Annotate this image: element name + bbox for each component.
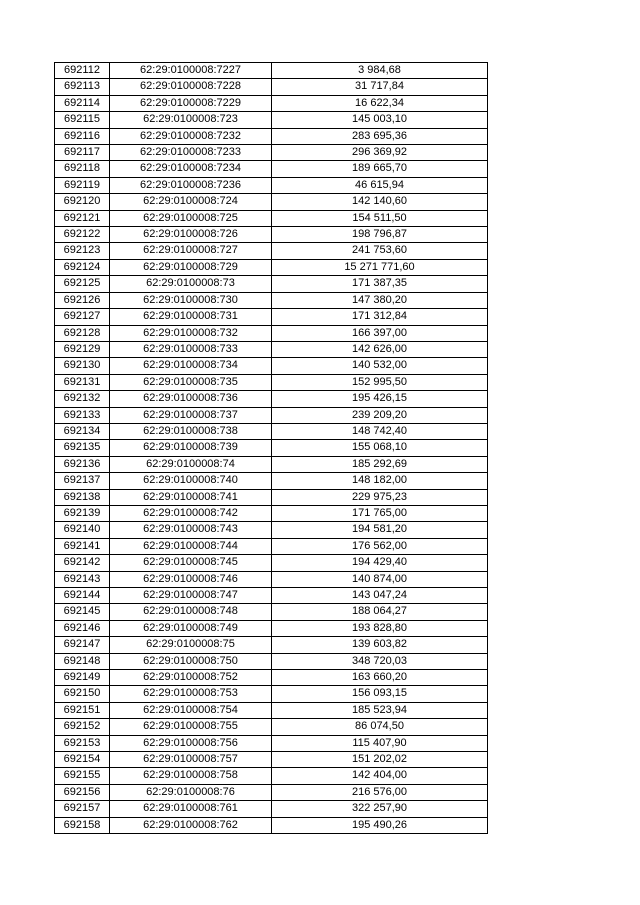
row-number-cell: 692142	[55, 555, 110, 571]
table-row	[55, 702, 488, 718]
value-cell: 154 511,50	[272, 210, 488, 226]
row-number-cell: 692156	[55, 784, 110, 800]
cadastral-number-cell: 62:29:0100008:756	[110, 735, 272, 751]
table-row	[55, 588, 488, 604]
value-cell: 185 292,69	[272, 456, 488, 472]
row-number-cell: 692137	[55, 473, 110, 489]
value-cell: 176 562,00	[272, 538, 488, 554]
cadastral-number-cell: 62:29:0100008:758	[110, 768, 272, 784]
row-number-cell: 692117	[55, 145, 110, 161]
table-row	[55, 161, 488, 177]
value-cell: 15 271 771,60	[272, 259, 488, 275]
row-number-cell: 692133	[55, 407, 110, 423]
table-row	[55, 210, 488, 226]
value-cell: 348 720,03	[272, 653, 488, 669]
row-number-cell: 692134	[55, 423, 110, 439]
table-row	[55, 752, 488, 768]
value-cell: 171 765,00	[272, 505, 488, 521]
value-cell: 145 003,10	[272, 112, 488, 128]
row-number-cell: 692145	[55, 604, 110, 620]
value-cell: 189 665,70	[272, 161, 488, 177]
table-row	[55, 489, 488, 505]
value-cell: 3 984,68	[272, 63, 488, 79]
cadastral-number-cell: 62:29:0100008:7232	[110, 128, 272, 144]
row-number-cell: 692130	[55, 358, 110, 374]
table-row	[55, 79, 488, 95]
table-row	[55, 571, 488, 587]
cadastral-number-cell: 62:29:0100008:739	[110, 440, 272, 456]
row-number-cell: 692124	[55, 259, 110, 275]
row-number-cell: 692154	[55, 752, 110, 768]
cadastral-number-cell: 62:29:0100008:742	[110, 505, 272, 521]
value-cell: 152 995,50	[272, 374, 488, 390]
cadastral-number-cell: 62:29:0100008:7229	[110, 95, 272, 111]
table-row	[55, 505, 488, 521]
row-number-cell: 692131	[55, 374, 110, 390]
row-number-cell: 692151	[55, 702, 110, 718]
value-cell: 140 874,00	[272, 571, 488, 587]
cadastral-number-cell: 62:29:0100008:724	[110, 194, 272, 210]
value-cell: 142 404,00	[272, 768, 488, 784]
value-cell: 171 312,84	[272, 309, 488, 325]
row-number-cell: 692157	[55, 801, 110, 817]
value-cell: 46 615,94	[272, 177, 488, 193]
cadastral-number-cell: 62:29:0100008:750	[110, 653, 272, 669]
row-number-cell: 692149	[55, 670, 110, 686]
cadastral-number-cell: 62:29:0100008:730	[110, 292, 272, 308]
table-row	[55, 423, 488, 439]
table-row	[55, 620, 488, 636]
table-row	[55, 473, 488, 489]
value-cell: 198 796,87	[272, 227, 488, 243]
table-row	[55, 768, 488, 784]
row-number-cell: 692153	[55, 735, 110, 751]
table-row	[55, 719, 488, 735]
row-number-cell: 692116	[55, 128, 110, 144]
value-cell: 16 622,34	[272, 95, 488, 111]
table-row	[55, 801, 488, 817]
table-row	[55, 407, 488, 423]
cadastral-number-cell: 62:29:0100008:740	[110, 473, 272, 489]
cadastral-number-cell: 62:29:0100008:76	[110, 784, 272, 800]
row-number-cell: 692135	[55, 440, 110, 456]
cadastral-number-cell: 62:29:0100008:754	[110, 702, 272, 718]
table-row	[55, 128, 488, 144]
cadastral-number-cell: 62:29:0100008:734	[110, 358, 272, 374]
cadastral-number-cell: 62:29:0100008:731	[110, 309, 272, 325]
cadastral-number-cell: 62:29:0100008:74	[110, 456, 272, 472]
value-cell: 241 753,60	[272, 243, 488, 259]
cadastral-number-cell: 62:29:0100008:729	[110, 259, 272, 275]
table-row	[55, 686, 488, 702]
value-cell: 322 257,90	[272, 801, 488, 817]
value-cell: 185 523,94	[272, 702, 488, 718]
row-number-cell: 692123	[55, 243, 110, 259]
cadastral-value-table	[54, 62, 488, 834]
table-row	[55, 522, 488, 538]
table-row	[55, 292, 488, 308]
cadastral-number-cell: 62:29:0100008:752	[110, 670, 272, 686]
cadastral-number-cell: 62:29:0100008:748	[110, 604, 272, 620]
value-cell: 140 532,00	[272, 358, 488, 374]
cadastral-number-cell: 62:29:0100008:757	[110, 752, 272, 768]
table-row	[55, 145, 488, 161]
row-number-cell: 692113	[55, 79, 110, 95]
table-row	[55, 259, 488, 275]
value-cell: 296 369,92	[272, 145, 488, 161]
value-cell: 166 397,00	[272, 325, 488, 341]
cadastral-number-cell: 62:29:0100008:738	[110, 423, 272, 439]
table-row	[55, 325, 488, 341]
cadastral-number-cell: 62:29:0100008:745	[110, 555, 272, 571]
value-cell: 147 380,20	[272, 292, 488, 308]
row-number-cell: 692140	[55, 522, 110, 538]
value-cell: 239 209,20	[272, 407, 488, 423]
row-number-cell: 692125	[55, 276, 110, 292]
row-number-cell: 692155	[55, 768, 110, 784]
value-cell: 163 660,20	[272, 670, 488, 686]
cadastral-number-cell: 62:29:0100008:7233	[110, 145, 272, 161]
table-row	[55, 341, 488, 357]
value-cell: 142 626,00	[272, 341, 488, 357]
row-number-cell: 692158	[55, 817, 110, 833]
row-number-cell: 692128	[55, 325, 110, 341]
table-row	[55, 653, 488, 669]
cadastral-number-cell: 62:29:0100008:73	[110, 276, 272, 292]
cadastral-number-cell: 62:29:0100008:761	[110, 801, 272, 817]
value-cell: 194 429,40	[272, 555, 488, 571]
cadastral-number-cell: 62:29:0100008:726	[110, 227, 272, 243]
value-cell: 31 717,84	[272, 79, 488, 95]
value-cell: 143 047,24	[272, 588, 488, 604]
cadastral-number-cell: 62:29:0100008:732	[110, 325, 272, 341]
table-row	[55, 177, 488, 193]
cadastral-number-cell: 62:29:0100008:744	[110, 538, 272, 554]
value-cell: 151 202,02	[272, 752, 488, 768]
cadastral-number-cell: 62:29:0100008:762	[110, 817, 272, 833]
table-row	[55, 309, 488, 325]
row-number-cell: 692147	[55, 637, 110, 653]
cadastral-number-cell: 62:29:0100008:7234	[110, 161, 272, 177]
cadastral-number-cell: 62:29:0100008:746	[110, 571, 272, 587]
value-cell: 195 426,15	[272, 391, 488, 407]
cadastral-number-cell: 62:29:0100008:749	[110, 620, 272, 636]
cadastral-number-cell: 62:29:0100008:743	[110, 522, 272, 538]
table-row	[55, 358, 488, 374]
row-number-cell: 692126	[55, 292, 110, 308]
row-number-cell: 692118	[55, 161, 110, 177]
row-number-cell: 692129	[55, 341, 110, 357]
cadastral-number-cell: 62:29:0100008:7227	[110, 63, 272, 79]
value-cell: 148 182,00	[272, 473, 488, 489]
table-row	[55, 456, 488, 472]
cadastral-number-cell: 62:29:0100008:733	[110, 341, 272, 357]
table-row	[55, 670, 488, 686]
table-row	[55, 95, 488, 111]
row-number-cell: 692146	[55, 620, 110, 636]
cadastral-number-cell: 62:29:0100008:75	[110, 637, 272, 653]
row-number-cell: 692114	[55, 95, 110, 111]
table-body	[55, 63, 488, 834]
table-row	[55, 391, 488, 407]
value-cell: 155 068,10	[272, 440, 488, 456]
table-row	[55, 604, 488, 620]
row-number-cell: 692139	[55, 505, 110, 521]
row-number-cell: 692150	[55, 686, 110, 702]
value-cell: 142 140,60	[272, 194, 488, 210]
value-cell: 216 576,00	[272, 784, 488, 800]
value-cell: 86 074,50	[272, 719, 488, 735]
row-number-cell: 692119	[55, 177, 110, 193]
value-cell: 283 695,36	[272, 128, 488, 144]
value-cell: 115 407,90	[272, 735, 488, 751]
cadastral-number-cell: 62:29:0100008:7228	[110, 79, 272, 95]
cadastral-number-cell: 62:29:0100008:725	[110, 210, 272, 226]
table-row	[55, 538, 488, 554]
value-cell: 195 490,26	[272, 817, 488, 833]
table-row	[55, 194, 488, 210]
row-number-cell: 692115	[55, 112, 110, 128]
cadastral-number-cell: 62:29:0100008:735	[110, 374, 272, 390]
cadastral-number-cell: 62:29:0100008:737	[110, 407, 272, 423]
row-number-cell: 692148	[55, 653, 110, 669]
table-row	[55, 735, 488, 751]
row-number-cell: 692121	[55, 210, 110, 226]
cadastral-number-cell: 62:29:0100008:7236	[110, 177, 272, 193]
cadastral-number-cell: 62:29:0100008:753	[110, 686, 272, 702]
table-row	[55, 555, 488, 571]
cadastral-number-cell: 62:29:0100008:755	[110, 719, 272, 735]
row-number-cell: 692122	[55, 227, 110, 243]
row-number-cell: 692152	[55, 719, 110, 735]
cadastral-number-cell: 62:29:0100008:741	[110, 489, 272, 505]
value-cell: 171 387,35	[272, 276, 488, 292]
table-row	[55, 817, 488, 833]
table-row	[55, 227, 488, 243]
value-cell: 156 093,15	[272, 686, 488, 702]
table-row	[55, 63, 488, 79]
cadastral-number-cell: 62:29:0100008:747	[110, 588, 272, 604]
row-number-cell: 692120	[55, 194, 110, 210]
value-cell: 148 742,40	[272, 423, 488, 439]
table-row	[55, 276, 488, 292]
row-number-cell: 692141	[55, 538, 110, 554]
row-number-cell: 692112	[55, 63, 110, 79]
value-cell: 139 603,82	[272, 637, 488, 653]
value-cell: 229 975,23	[272, 489, 488, 505]
row-number-cell: 692132	[55, 391, 110, 407]
table-row	[55, 374, 488, 390]
row-number-cell: 692143	[55, 571, 110, 587]
value-cell: 194 581,20	[272, 522, 488, 538]
row-number-cell: 692138	[55, 489, 110, 505]
table-row	[55, 243, 488, 259]
table-row	[55, 784, 488, 800]
row-number-cell: 692127	[55, 309, 110, 325]
cadastral-number-cell: 62:29:0100008:727	[110, 243, 272, 259]
table-row	[55, 112, 488, 128]
table-row	[55, 440, 488, 456]
row-number-cell: 692136	[55, 456, 110, 472]
row-number-cell: 692144	[55, 588, 110, 604]
table-row	[55, 637, 488, 653]
cadastral-number-cell: 62:29:0100008:736	[110, 391, 272, 407]
value-cell: 188 064,27	[272, 604, 488, 620]
cadastral-number-cell: 62:29:0100008:723	[110, 112, 272, 128]
value-cell: 193 828,80	[272, 620, 488, 636]
